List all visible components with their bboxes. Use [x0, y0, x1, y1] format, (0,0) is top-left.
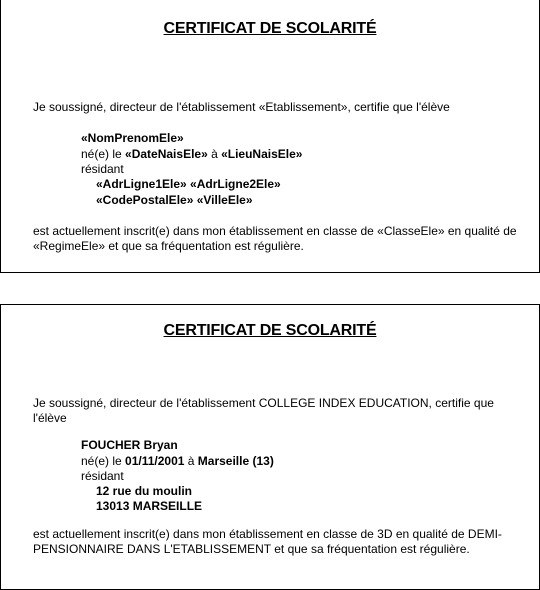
certificate-intro: Je soussigné, directeur de l'établissement «Etablissement», certifie que l'élève	[33, 100, 450, 114]
certificate-title: CERTIFICAT DE SCOLARITÉ	[163, 20, 377, 37]
address-line-2: «CodePostalEle» «VilleEle»	[96, 193, 253, 207]
student-name: FOUCHER Bryan	[81, 438, 178, 452]
born-prefix: né(e) le	[81, 454, 126, 468]
birth-date: «DateNaisEle»	[125, 147, 208, 161]
birth-place: Marseille (13)	[197, 454, 274, 468]
certificate-intro: Je soussigné, directeur de l'établissement COLLEGE INDEX EDUCATION, certifie que l'élève	[33, 396, 494, 425]
address-line-1: «AdrLigne1Ele» «AdrLigne2Ele»	[96, 177, 281, 191]
born-mid: à	[207, 147, 222, 161]
certificate-conclusion: est actuellement inscrit(e) dans mon établissement en classe de 3D en qualité de DEMI-PENSIONNAIRE DANS L'ETABLISSEMENT et que sa fréquentation est régulière.	[33, 527, 502, 556]
resident-label: résidant	[81, 469, 124, 483]
template-certificate	[0, 0, 540, 273]
certificate-conclusion: est actuellement inscrit(e) dans mon établissement en classe de «ClasseEle» en qualité de «RegimeEle» et que sa fréquentation est régulière.	[33, 224, 517, 253]
birth-place: «LieuNaisEle»	[221, 147, 303, 161]
student-name: «NomPrenomEle»	[81, 131, 184, 145]
birth-line	[81, 147, 302, 162]
resident-label: résidant	[81, 162, 124, 176]
filled-certificate	[0, 304, 540, 590]
address-line-2: 13013 MARSEILLE	[96, 499, 203, 513]
born-mid: à	[184, 454, 198, 468]
birth-date: 01/11/2001	[125, 454, 185, 468]
address-line-1: 12 rue du moulin	[96, 484, 193, 498]
born-prefix: né(e) le	[81, 147, 126, 161]
birth-line	[81, 454, 274, 469]
certificate-title: CERTIFICAT DE SCOLARITÉ	[163, 322, 377, 339]
